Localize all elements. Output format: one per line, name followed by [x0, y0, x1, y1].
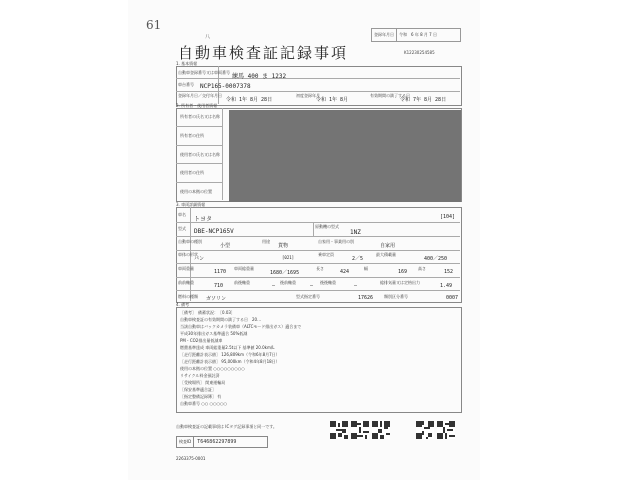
maker-label: 車名	[178, 212, 186, 217]
expiry-label: 有効期間の満了する日	[370, 93, 410, 98]
inspection-id-value: T646862297899	[197, 439, 237, 445]
rear-front-axle-label: 後前軸重	[280, 280, 296, 285]
registration-number-value: 練馬 400 ま 1232	[232, 73, 287, 80]
first-registration-value: 令和 1年 8月 28日	[226, 97, 273, 103]
private-value: 自家用	[380, 243, 396, 249]
remarks-line: ［保安基準適合証］	[180, 387, 216, 392]
type-number-value: 17626	[358, 295, 374, 301]
body-code: [021]	[282, 255, 295, 260]
engine-label: 原動機の型式	[315, 224, 339, 229]
owner-address-label: 所有者の住所	[180, 133, 204, 138]
max-load-value: 400／250	[424, 256, 448, 262]
remarks-line: 自動車番号 ○○ ○○○○○	[180, 401, 227, 406]
weight-value: 1170	[214, 269, 227, 275]
section3-heading: 3. 車両詳細情報	[176, 202, 206, 207]
qr-code-2	[351, 421, 369, 439]
remarks-line: ［指定整備記録簿］ 有	[180, 394, 222, 399]
maker-value: トヨタ	[194, 216, 213, 223]
use-value: 貨物	[278, 243, 289, 249]
remarks-line: 使用の本拠の位置 ○○○○○○○○○	[180, 366, 245, 371]
remarks-line: リサイクル料金預託済	[180, 373, 220, 378]
bottom-code: 2263375-0001	[176, 456, 206, 461]
remarks-line: 当該自動車はバックカメラ装備車（ALTCモード排出ガス）適合まで	[180, 324, 302, 329]
engine-value: 1NZ	[350, 229, 361, 236]
qr-code-3	[372, 421, 390, 439]
user-name-label: 使用者の氏名又は名称	[180, 152, 220, 157]
rear-rear-axle-label: 後後軸重	[320, 280, 336, 285]
document-title: 自動車検査証記録事項	[178, 44, 349, 62]
front-axle-value: 710	[214, 283, 224, 289]
chassis-number-value: NCP165-0007378	[200, 83, 251, 90]
private-label: 自家用・事業用の別	[318, 239, 354, 244]
remarks-line: 燃費基準達成 車両総重量2.5t以下 基準値 20.0km/L	[180, 345, 275, 350]
weight-label: 車両重量	[178, 266, 194, 271]
model-value: DBE-NCP165V	[194, 228, 234, 235]
gross-weight-value: 1680／1695	[270, 270, 300, 276]
top-mark: 八	[205, 34, 211, 40]
handwritten-number: 61	[146, 18, 162, 32]
qr-code-1	[330, 421, 348, 439]
front-rear-axle-label: 前後軸重	[234, 280, 250, 285]
first-year-label: 初度登録年月	[296, 93, 320, 98]
issue-date-era: 令和	[399, 32, 407, 37]
use-label: 用途	[262, 239, 270, 244]
section4-heading: 4. 備考	[176, 302, 190, 307]
fuel-value: ガソリン	[206, 296, 227, 302]
section1-heading: 1. 基本情報	[176, 61, 198, 66]
capacity-value: 2／5	[352, 256, 364, 262]
first-registration-label: 登録年月日／交付年月日	[178, 93, 222, 98]
type-number-label: 型式指定番号	[296, 294, 320, 299]
length-value: 424	[340, 269, 350, 275]
class-number-label: 類別区分番号	[384, 294, 408, 299]
base-location-label: 使用の本拠の位置	[180, 189, 212, 194]
model-label: 型式	[178, 226, 186, 231]
class-number-value: 0007	[446, 295, 459, 301]
front-rear-axle-value: –	[272, 283, 276, 289]
remarks-line: ［備考］ 備蓄状況：［0.03］	[180, 310, 235, 315]
footer-note: 自動車検査証の記載事項は ICタグ記録事項と同一です。	[176, 424, 277, 429]
serial-number: K12230254585	[404, 50, 435, 55]
max-load-label: 最大積載量	[376, 252, 396, 257]
remarks-line: PM・CO2排出量低減車	[180, 338, 223, 343]
width-value: 169	[398, 269, 408, 275]
owner-name-label: 所有者の氏名又は名称	[180, 114, 220, 119]
section2-heading: 2. 所有者・使用者情報	[176, 103, 218, 108]
displacement-label: 総排気量又は定格出力	[380, 280, 420, 285]
kind-value: 小型	[220, 243, 231, 249]
length-label: 長さ	[316, 266, 324, 271]
rear-rear-axle-value: –	[354, 283, 358, 289]
registration-number-label: 自動車登録番号又は車両番号	[178, 70, 230, 75]
user-address-label: 使用者の住所	[180, 170, 204, 175]
qr-code-4	[416, 421, 434, 439]
body-value: バン	[194, 256, 205, 262]
remarks-line: 自動車検査証の有効期間の満了する日 20…	[180, 317, 262, 322]
height-value: 152	[444, 269, 454, 275]
kind-label: 自動車の種別	[178, 239, 202, 244]
qr-code-5	[437, 421, 455, 439]
remarks-line: 平成30年排出ガス基準適合 50%低減	[180, 331, 248, 336]
capacity-label: 乗車定員	[318, 252, 334, 257]
rear-front-axle-value: –	[310, 283, 314, 289]
first-year-value: 令和 1年 8月	[316, 97, 349, 103]
height-label: 高さ	[418, 266, 426, 271]
remarks-line: ［走行距離計表示値］ 126,809km（令和6年8月7日）	[180, 352, 280, 357]
expiry-value: 令和 7年 8月 28日	[400, 97, 447, 103]
redacted-block	[229, 110, 461, 202]
width-label: 幅	[364, 266, 368, 271]
issue-date-value: 6 年 8 月 7 日	[411, 32, 437, 37]
front-axle-label: 前前軸重	[178, 280, 194, 285]
chassis-number-label: 車台番号	[178, 82, 194, 87]
fuel-label: 燃料の種類	[178, 294, 198, 299]
remarks-line: ［受検場所］ 関東運輸局	[180, 380, 226, 385]
inspection-id-box	[176, 436, 268, 448]
remarks-line: ［走行距離計表示値］ 95,000km（令和4年8月18日）	[180, 359, 280, 364]
displacement-value: 1.49	[440, 283, 453, 289]
issue-date-box	[371, 28, 461, 42]
inspection-id-label: 検査ID	[177, 437, 194, 447]
gross-weight-label: 車両総重量	[234, 266, 254, 271]
issue-date-label: 登録年月日	[372, 29, 397, 41]
maker-code: [104]	[440, 214, 456, 220]
body-label: 車体の形状	[178, 252, 198, 257]
